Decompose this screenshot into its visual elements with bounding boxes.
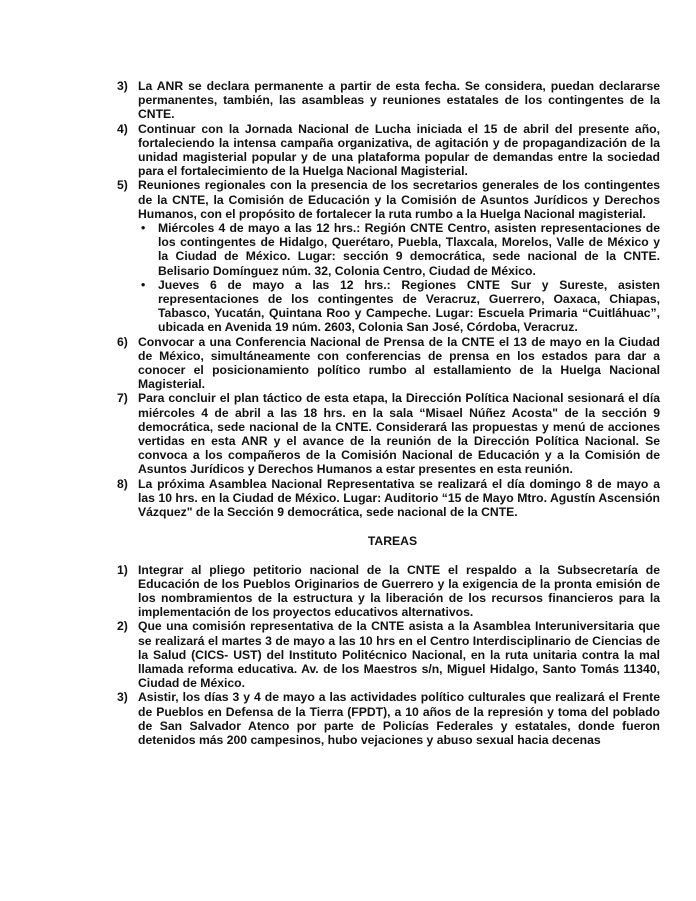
regional-meetings-list [138, 221, 660, 335]
item-text: Continuar con la Jornada Nacional de Lucha iniciada el 15 de abril del presente año, fortaleciendo la intensa campaña organizativa, de agitación y de propagandización de la unidad magisterial popular y de una plataforma popular de demandas entre la sociedad para el fortalecimiento de la Huelga Nacional Magisterial. [138, 121, 660, 179]
list-item-acuerdo-8 [117, 477, 660, 520]
item-number: 4) [117, 121, 128, 136]
item-number: 6) [117, 334, 128, 349]
item-text: La próxima Asamblea Nacional Representativa se realizará el día domingo 8 de mayo a las 10 hrs. en la Ciudad de México. Lugar: Auditorio “15 de Mayo Mtro. Agustín Ascensión Vázquez" de la Sección 9 democrática, sede nacional de la CNTE. [138, 476, 660, 520]
list-item-acuerdo-5 [117, 178, 660, 334]
item-number: 8) [117, 476, 128, 491]
item-text: Para concluir el plan táctico de esta etapa, la Dirección Política Nacional sesionará el día miércoles 4 de abril a las 18 hrs. en la sala “Misael Núñez Acosta" de la sección 9 democrática, sede nacional de la CNTE. Considerará las propuestas y menú de acciones vertidas en esta ANR y el avance de la reunión de la Dirección Política Nacional. Se convoca a los compañeros de la Comisión Nacional de Educación y a la Comisión de Asuntos Jurídicos y Derechos Humanos a estar presentes en esta reunión. [138, 391, 660, 477]
list-item-tarea-3 [117, 690, 660, 747]
item-text: Asistir, los días 3 y 4 de mayo a las actividades político culturales que realizará el Frente de Pueblos en Defensa de la Tierra (FPDT), a 10 años de la represión y toma del poblado de San Salvador Atenco por parte de Policías Federales y estatales, donde fueron detenidos más 200 campesinos, hubo vejaciones y abuso sexual hacia decenas [138, 690, 660, 747]
list-item-acuerdo-6 [117, 335, 660, 392]
item-number: 2) [117, 619, 128, 634]
bullet-icon: • [141, 277, 146, 292]
item-number: 3) [117, 690, 128, 705]
item-number: 1) [117, 562, 128, 577]
document-page [117, 79, 660, 747]
bullet-item-region-centro [138, 221, 660, 278]
item-text: Que una comisión representativa de la CNTE asista a la Asamblea Interuniversitaria que se realizará el martes 3 de mayo a las 10 hrs en el Centro Interdisciplinario de Ciencias de la Salud (CICS- UST) del Instituto Politécnico Nacional, en la ruta unitaria contra la mal llamada reforma educativa. Av. de los Maestros s/n, Miguel Hidalgo, Santo Tomás 11340, Ciudad de México. [138, 619, 660, 691]
item-number: 5) [117, 178, 128, 193]
tareas-list [117, 563, 660, 748]
bullet-icon: • [141, 221, 146, 236]
bullet-text: Miércoles 4 de mayo a las 12 hrs.: Región CNTE Centro, asisten representaciones de los contingentes de Hidalgo, Querétaro, Puebla, Tlaxcala, Morelos, Valle de México y la Ciudad de México. Lugar: sección 9 democrática, sede nacional de la CNTE. Belisario Domínguez núm. 32, Colonia Centro, Ciudad de México. [158, 221, 660, 278]
item-text: Integrar al pliego petitorio nacional de la CNTE el respaldo a la Subsecretaría de Educación de los Pueblos Originarios de Guerrero y la exigencia de la pronta emisión de los nombramientos de la estructura y la liberación de los recursos financieros para la implementación de los proyectos educativos alternativos. [138, 562, 660, 620]
bullet-text: Jueves 6 de mayo a las 12 hrs.: Regiones CNTE Sur y Sureste, asisten representaciones de los contingentes de Veracruz, Guerrero, Oaxaca, Chiapas, Tabasco, Yucatán, Quintana Roo y Campeche. Lugar: Escuela Primaria “Cuitláhuac”, ubicada en Avenida 19 núm. 2603, Colonia San José, Córdoba, Veracruz. [158, 277, 660, 335]
list-item-acuerdo-4 [117, 122, 660, 179]
item-text: Reuniones regionales con la presencia de los secretarios generales de los contingentes de la CNTE, la Comisión de Educación y la Comisión de Asuntos Jurídicos y Derechos Humanos, con el propósito de fortalecer la ruta rumbo a la Huelga Nacional magisterial. [138, 178, 660, 221]
item-number: 7) [117, 391, 128, 406]
section-title-tareas: TAREAS [367, 534, 418, 549]
acuerdos-list [117, 79, 660, 519]
item-text: La ANR se declara permanente a partir de esta fecha. Se considera, puedan declararse permanentes, también, las asambleas y reuniones estatales de los contingentes de la CNTE. [138, 79, 660, 122]
list-item-tarea-1 [117, 563, 660, 620]
list-item-acuerdo-7 [117, 391, 660, 476]
list-item-tarea-2 [117, 619, 660, 690]
bullet-item-region-sur-sureste [138, 278, 660, 335]
item-text: Convocar a una Conferencia Nacional de Prensa de la CNTE el 13 de mayo en la Ciudad de México, simultáneamente con conferencias de prensa en los estados para dar a conocer el posicionamiento político rumbo al estallamiento de la Huelga Nacional Magisterial. [138, 334, 660, 392]
item-number: 3) [117, 79, 128, 93]
list-item-acuerdo-3 [117, 79, 660, 122]
